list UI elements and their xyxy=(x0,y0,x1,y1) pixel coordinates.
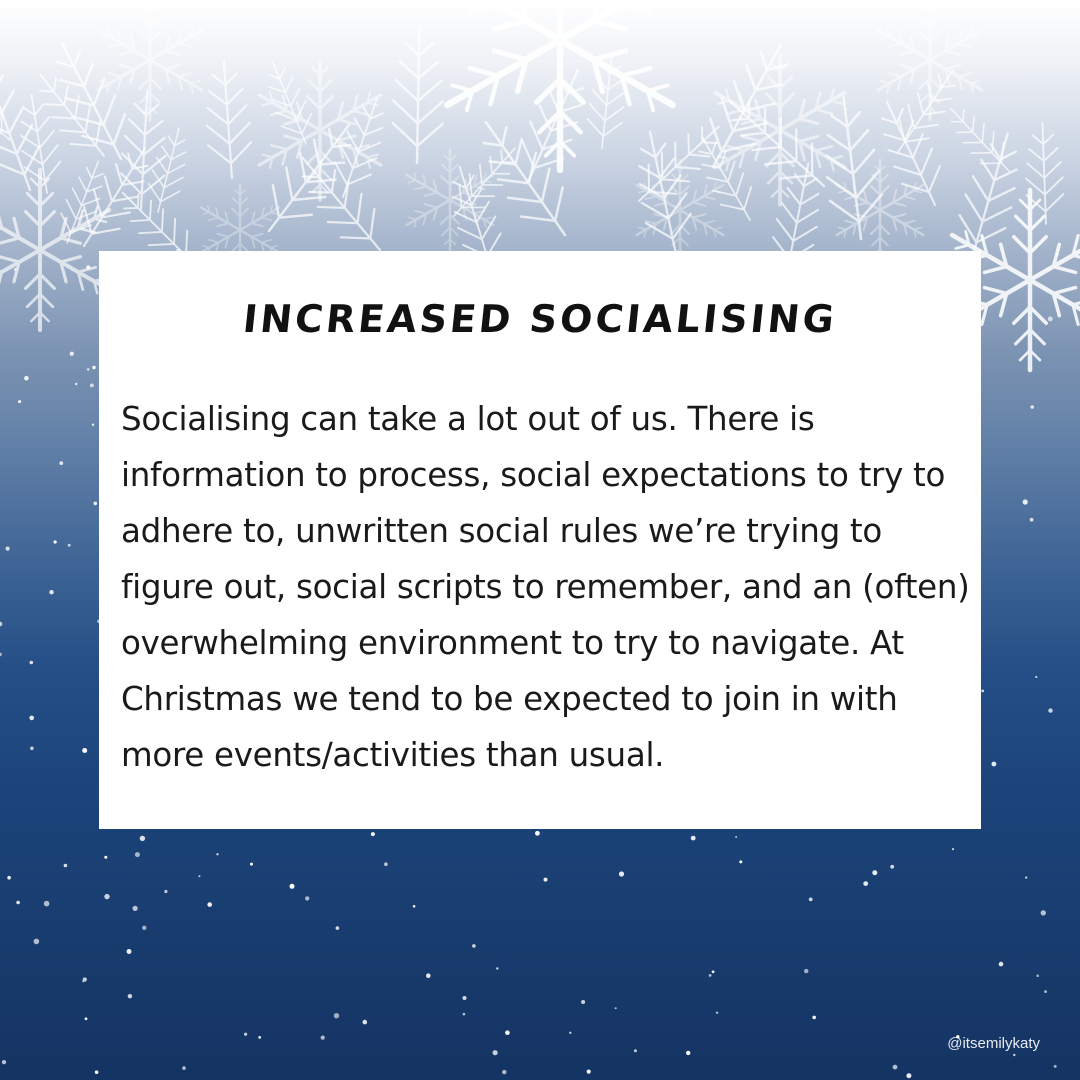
card-title: INCREASED SOCIALISING xyxy=(240,297,840,341)
info-card xyxy=(99,251,981,829)
card-body-text: Socialising can take a lot out of us. There is information to process, social expectations to try to adhere to, unwritten social rules we’re trying to figure out, social scripts to remember, and an (often) overwhelming environment to try to navigate. At Christmas we tend to be expected to join in with more events/activities than usual. xyxy=(121,400,970,774)
author-handle: @itsemilykaty xyxy=(947,1035,1040,1052)
